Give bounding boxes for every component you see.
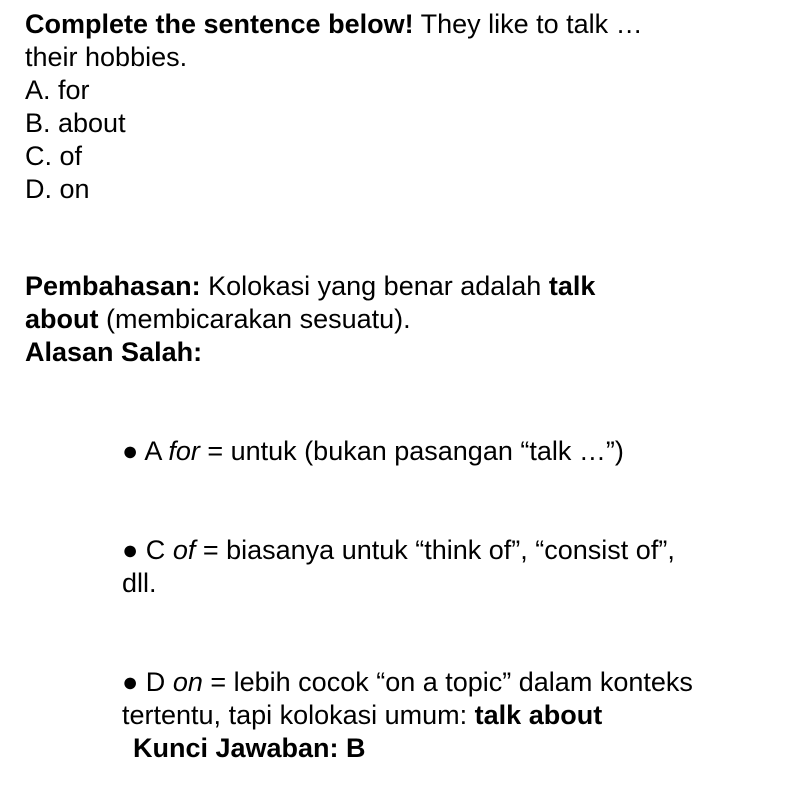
reason-a-word: for bbox=[168, 436, 200, 466]
reason-c-line-1 bbox=[122, 534, 675, 567]
explanation-line-1 bbox=[25, 270, 595, 303]
question-line-2: their hobbies. bbox=[25, 42, 188, 72]
reason-c-prefix: ● C bbox=[122, 535, 173, 565]
reason-d-line2-text: tertentu, tapi kolokasi umum: bbox=[122, 700, 475, 730]
wrong-reasons-heading: Alasan Salah: bbox=[25, 337, 203, 367]
explanation-label: Pembahasan: bbox=[25, 271, 201, 301]
reason-d-word: on bbox=[172, 667, 203, 697]
explanation-term-2: about bbox=[25, 304, 99, 334]
reason-c bbox=[122, 534, 675, 600]
option-c: C. of bbox=[25, 141, 83, 171]
reason-d-text: = lebih cocok “on a topic” dalam konteks bbox=[202, 667, 693, 697]
question-line-1 bbox=[25, 8, 643, 41]
question-block bbox=[25, 8, 643, 206]
reason-c-text: = biasanya untuk “think of”, “consist of”, bbox=[195, 535, 675, 565]
explanation-block bbox=[25, 270, 595, 369]
option-d: D. on bbox=[25, 174, 90, 204]
answer-key bbox=[133, 732, 366, 765]
reason-a-text: = untuk (bukan pasangan “talk …”) bbox=[199, 436, 624, 466]
reason-d-line-2 bbox=[122, 699, 693, 732]
question-prompt-text: They like to talk … bbox=[413, 9, 643, 39]
reason-a bbox=[122, 435, 624, 468]
explanation-text-1: Kolokasi yang benar adalah bbox=[200, 271, 549, 301]
explanation-term-1: talk bbox=[548, 271, 596, 301]
answer-key-label: Kunci Jawaban: B bbox=[133, 733, 366, 763]
reason-d bbox=[122, 666, 693, 732]
explanation-text-2: (membicarakan sesuatu). bbox=[98, 304, 411, 334]
reason-c-word: of bbox=[172, 535, 196, 565]
question-prompt-bold: Complete the sentence below! bbox=[25, 9, 414, 39]
option-b: B. about bbox=[25, 108, 126, 138]
reason-d-line-1 bbox=[122, 666, 693, 699]
option-a: A. for bbox=[25, 75, 90, 105]
reason-d-prefix: ● D bbox=[122, 667, 173, 697]
reason-a-line bbox=[122, 435, 624, 468]
reason-a-prefix: ● A bbox=[122, 436, 169, 466]
reason-c-line-2: dll. bbox=[122, 568, 157, 598]
explanation-line-2 bbox=[25, 303, 595, 336]
reason-d-line2-bold: talk about bbox=[474, 700, 603, 730]
